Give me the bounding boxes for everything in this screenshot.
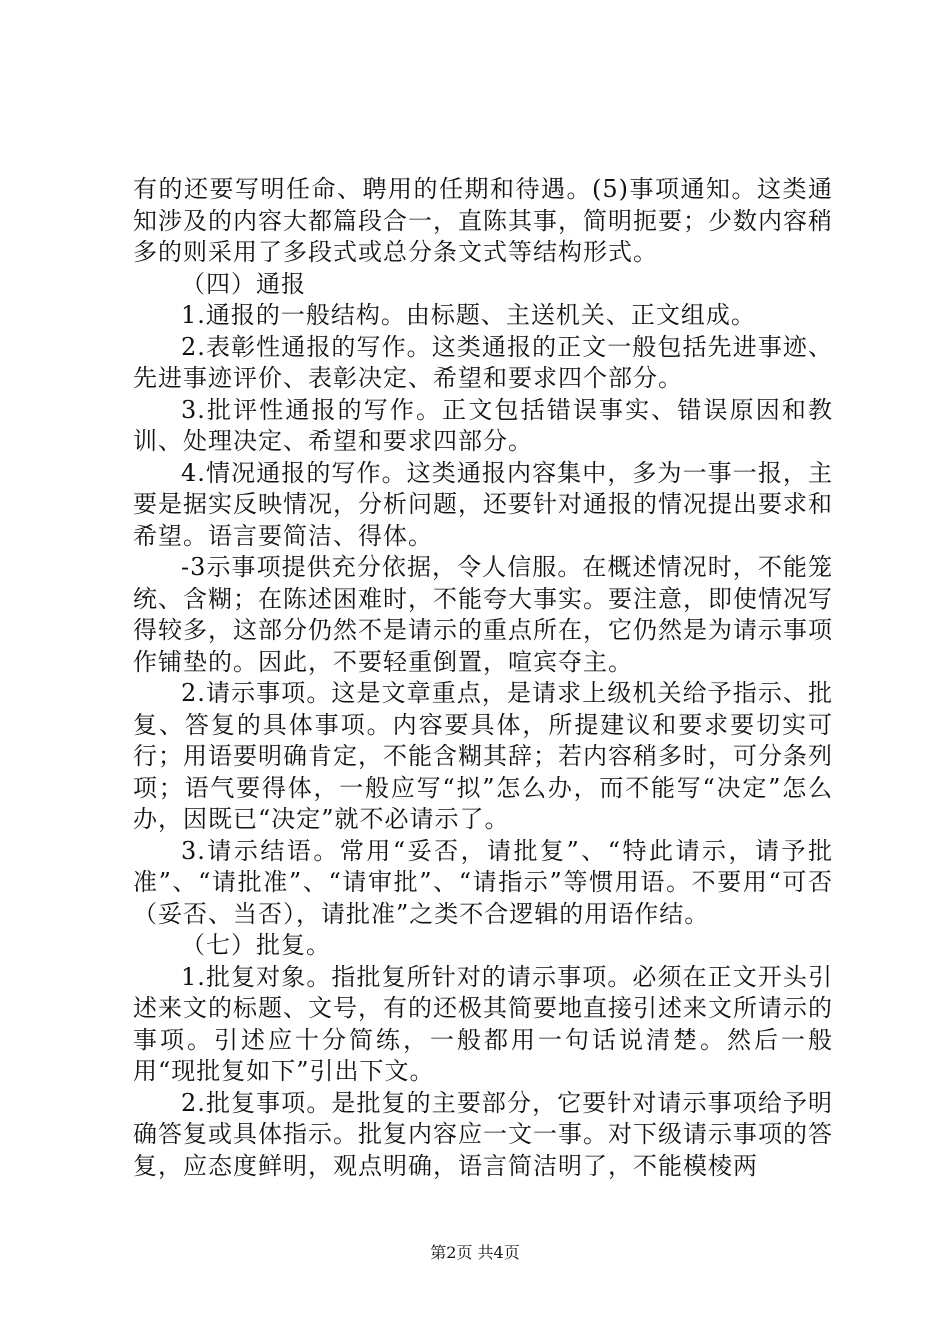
paragraph-qingshi-closing: 3.请示结语。常用“妥否，请批复”、“特此请示，请予批准”、“请批准”、“请审批”、“请指示”等惯用语。不要用“可否（妥否、当否），请批准”之类不合逻辑的用语作结。 bbox=[133, 836, 833, 928]
paragraph-qingshi-basis: -3示事项提供充分依据，令人信服。在概述情况时，不能笼统、含糊；在陈述困难时，不能夸大事实。要注意，即使情况写得较多，这部分仍然不是请示的重点所在，它仍然是为请示事项作铺垫的。因此，不要轻重倒置，喧宾夺主。 bbox=[133, 553, 833, 676]
page-footer: 第2页 共4页 bbox=[430, 1243, 520, 1262]
paragraph-continuation: 有的还要写明任命、聘用的任期和待遇。(5)事项通知。这类通知涉及的内容大都篇段合一，直陈其事，简明扼要；少数内容稍多的则采用了多段式或总分条文式等结构形式。 bbox=[133, 175, 833, 266]
paragraph-tongbao-situation: 4.情况通报的写作。这类通报内容集中，多为一事一报，主要是据实反映情况，分析问题，还要针对通报的情况提出要求和希望。语言要简洁、得体。 bbox=[133, 458, 833, 550]
section-heading-tongbao: （四）通报 bbox=[181, 269, 306, 298]
paragraph-pifu-matters: 2.批复事项。是批复的主要部分，它要针对请示事项给予明确答复或具体指示。批复内容应一文一事。对下级请示事项的答复，应态度鲜明，观点明确，语言简洁明了，不能模棱两 bbox=[133, 1088, 833, 1180]
paragraph-pifu-object: 1.批复对象。指批复所针对的请示事项。必须在正文开头引述来文的标题、文号，有的还极其简要地直接引述来文所请示的事项。引述应十分简练，一般都用一句话说清楚。然后一般用“现批复如下”引出下文。 bbox=[133, 962, 833, 1085]
paragraph-qingshi-matters: 2.请示事项。这是文章重点，是请求上级机关给予指示、批复、答复的具体事项。内容要具体，所提建议和要求要切实可行；用语要明确肯定，不能含糊其辞；若内容稍多时，可分条列项；语气要得体，一般应写“拟”怎么办，而不能写“决定”怎么办，因既已“决定”就不必请示了。 bbox=[133, 679, 833, 833]
paragraph-tongbao-criticize: 3.批评性通报的写作。正文包括错误事实、错误原因和教训、处理决定、希望和要求四部分。 bbox=[133, 395, 833, 455]
paragraph-tongbao-commend: 2.表彰性通报的写作。这类通报的正文一般包括先进事迹、先进事迹评价、表彰决定、希望和要求四个部分。 bbox=[133, 332, 833, 392]
document-body bbox=[133, 174, 833, 1182]
paragraph-tongbao-structure: 1.通报的一般结构。由标题、主送机关、正文组成。 bbox=[181, 301, 756, 329]
section-heading-pifu: （七）批复。 bbox=[181, 931, 331, 959]
